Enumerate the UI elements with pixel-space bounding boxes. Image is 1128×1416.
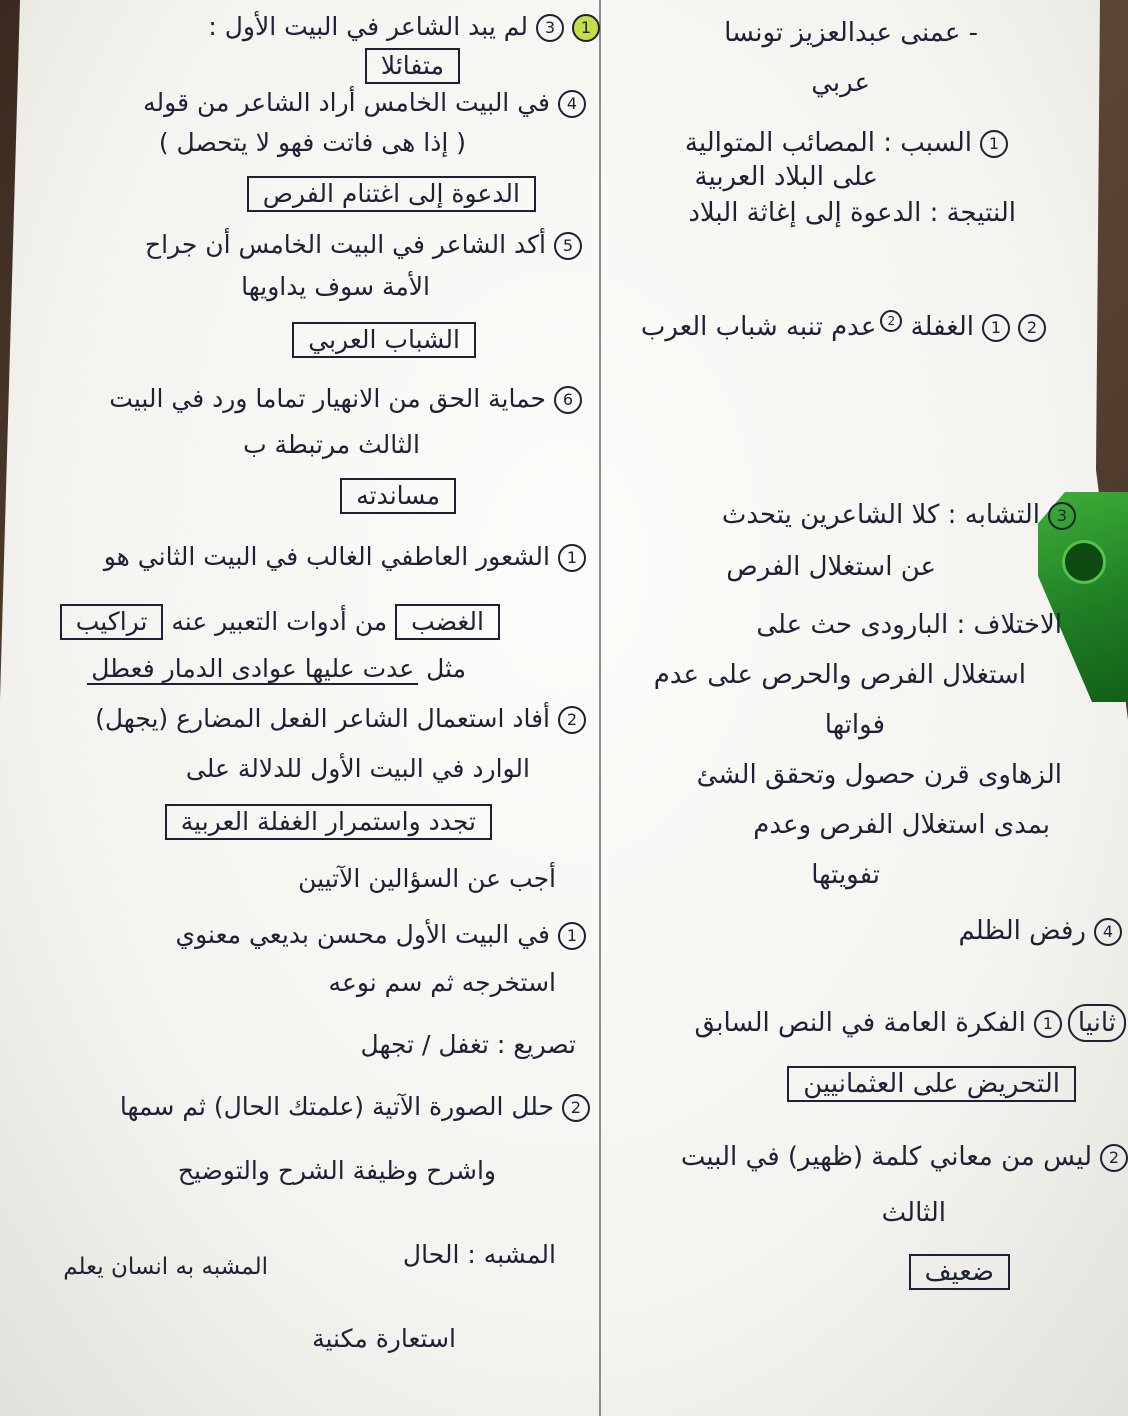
question-number: 4 xyxy=(1094,918,1122,946)
question-number: 2 xyxy=(1100,1144,1128,1172)
line-text: السبب : المصائب المتوالية xyxy=(684,128,972,158)
l-s1-line2 xyxy=(60,604,500,640)
column-divider xyxy=(599,0,601,1416)
subject-label: عربي xyxy=(811,68,870,98)
l-t2-line1 xyxy=(120,1090,590,1124)
answer-box: الشباب العربي xyxy=(292,322,476,358)
sub-number: 1 xyxy=(982,314,1010,342)
l-s2-line2: الوارد في البيت الأول للدلالة على xyxy=(185,754,530,783)
line-text: رفض الظلم xyxy=(958,916,1086,946)
part-two-label: ثانيا xyxy=(1068,1004,1126,1042)
question-number: 3 xyxy=(1048,502,1076,530)
question-number: 1 xyxy=(980,130,1008,158)
r-q4-line xyxy=(959,914,1123,948)
r-q1-line1 xyxy=(685,126,1008,160)
answer-box: مساندته xyxy=(340,478,456,514)
answer-box: الغضب xyxy=(395,604,500,640)
l-t2-answer-a: المشبه : الحال xyxy=(402,1240,556,1269)
l-t1-line1 xyxy=(176,918,586,952)
r-q1-line3: النتيجة : الدعوة إلى إغاثة البلاد xyxy=(688,198,1016,228)
r-q3-line7: بمدى استغلال الفرص وعدم xyxy=(753,810,1050,840)
line-text: عدم تنبه شباب العرب xyxy=(640,312,877,342)
l-t2-answer-b: المشبه به انسان يعلم xyxy=(63,1254,268,1280)
question-number: 1 xyxy=(558,922,586,950)
l-q6-answer xyxy=(340,478,456,514)
l-s1-line3 xyxy=(87,652,466,686)
answer-box: التحريض على العثمانيين xyxy=(787,1066,1076,1102)
line-text: حلل الصورة الآتية (علمتك الحال) ثم سمها xyxy=(119,1092,554,1121)
r-q3-line5: فواتها xyxy=(824,710,885,740)
line-text: في البيت الأول محسن بديعي معنوي xyxy=(175,920,550,949)
r-q3-line6: الزهاوى قرن حصول وتحقق الشئ xyxy=(696,760,1062,790)
l-q4-line2: ( إذا هى فاتت فهو لا يتحصل ) xyxy=(158,128,466,157)
r-q3-line4: استغلال الفرص والحرص على عدم xyxy=(653,660,1026,690)
r-part2-q1-line xyxy=(695,1004,1126,1042)
l-q5-answer xyxy=(292,322,476,358)
l-s2-answer xyxy=(165,804,492,840)
r-q2-line xyxy=(641,310,1046,344)
question-number: 3 xyxy=(536,14,564,42)
quote-underlined: عدت عليها عوادى الدمار فعطل xyxy=(87,654,418,685)
r-part2-q2-answer xyxy=(909,1254,1010,1290)
question-number: 2 xyxy=(558,706,586,734)
l-t1-line2: استخرجه ثم سم نوعه xyxy=(328,968,556,997)
line-text: في البيت الخامس أراد الشاعر من قوله xyxy=(143,88,550,117)
line-text: الغفلة xyxy=(910,312,974,342)
r-part2-q2-line2: الثالث xyxy=(881,1198,946,1228)
answer-heading: أجب عن السؤالين الآتيين xyxy=(298,864,556,893)
question-number: 4 xyxy=(558,90,586,118)
answer-box: متفائلا xyxy=(365,48,460,84)
question-number: 1 xyxy=(558,544,586,572)
line-text: حماية الحق من الانهيار تماما ورد في البيت xyxy=(109,384,546,413)
answer-box: الدعوة إلى اغتنام الفرص xyxy=(247,176,536,212)
l-t1-answer: تصريع : تغفل / تجهل xyxy=(360,1030,576,1059)
l-q4-answer xyxy=(247,176,536,212)
l-t2-answer-c: استعارة مكنية xyxy=(312,1324,456,1353)
name-line: - عمنى عبدالعزيز تونسا xyxy=(724,18,978,48)
l-q4-line1 xyxy=(143,86,586,120)
line-text: أكد الشاعر في البيت الخامس أن جراح xyxy=(144,230,546,259)
line-text: مثل xyxy=(426,654,466,683)
l-s1-line1 xyxy=(104,540,586,574)
line-text: الفكرة العامة في النص السابق xyxy=(694,1008,1026,1038)
green-object-mark xyxy=(1062,540,1106,584)
line-text: ليس من معاني كلمة (ظهير) في البيت xyxy=(680,1142,1092,1172)
line-text: التشابه : كلا الشاعرين يتحدث xyxy=(721,500,1040,530)
l-q5-line2: الأمة سوف يداويها xyxy=(241,272,430,301)
highlighted-number: 1 xyxy=(572,14,600,42)
l-q6-line1 xyxy=(109,382,582,416)
l-q3-line xyxy=(208,10,600,44)
l-q5-line1 xyxy=(145,228,582,262)
r-q3-line8: تفويتها xyxy=(811,860,880,890)
question-number: 2 xyxy=(562,1094,590,1122)
r-q3-line2: عن استغلال الفرص xyxy=(726,552,936,582)
r-q1-line2: على البلاد العربية xyxy=(694,162,878,192)
r-part2-q1-answer xyxy=(787,1066,1076,1102)
l-q3-answer xyxy=(365,48,460,84)
r-q3-line3: الاختلاف : البارودى حث على xyxy=(756,610,1062,640)
question-number: 6 xyxy=(554,386,582,414)
r-part2-q2-line1 xyxy=(681,1140,1128,1174)
l-t2-line2: واشرح وظيفة الشرح والتوضيح xyxy=(177,1156,496,1185)
line-text: الشعور العاطفي الغالب في البيت الثاني هو xyxy=(103,542,550,571)
l-s2-line1 xyxy=(95,702,586,736)
sub-number: 2 xyxy=(880,310,902,332)
question-number: 1 xyxy=(1034,1010,1062,1038)
answer-box: تجدد واستمرار الغفلة العربية xyxy=(165,804,492,840)
line-text: أفاد استعمال الشاعر الفعل المضارع (يجهل) xyxy=(95,704,550,733)
line-text: لم يبد الشاعر في البيت الأول : xyxy=(208,12,528,41)
r-q3-line1 xyxy=(722,498,1076,532)
answer-box: ضعيف xyxy=(909,1254,1010,1290)
l-q6-line2: الثالث مرتبطة ب xyxy=(243,430,420,459)
question-number: 2 xyxy=(1018,314,1046,342)
question-number: 5 xyxy=(554,232,582,260)
answer-box: تراكيب xyxy=(60,604,164,640)
line-text: من أدوات التعبير عنه xyxy=(171,607,388,636)
